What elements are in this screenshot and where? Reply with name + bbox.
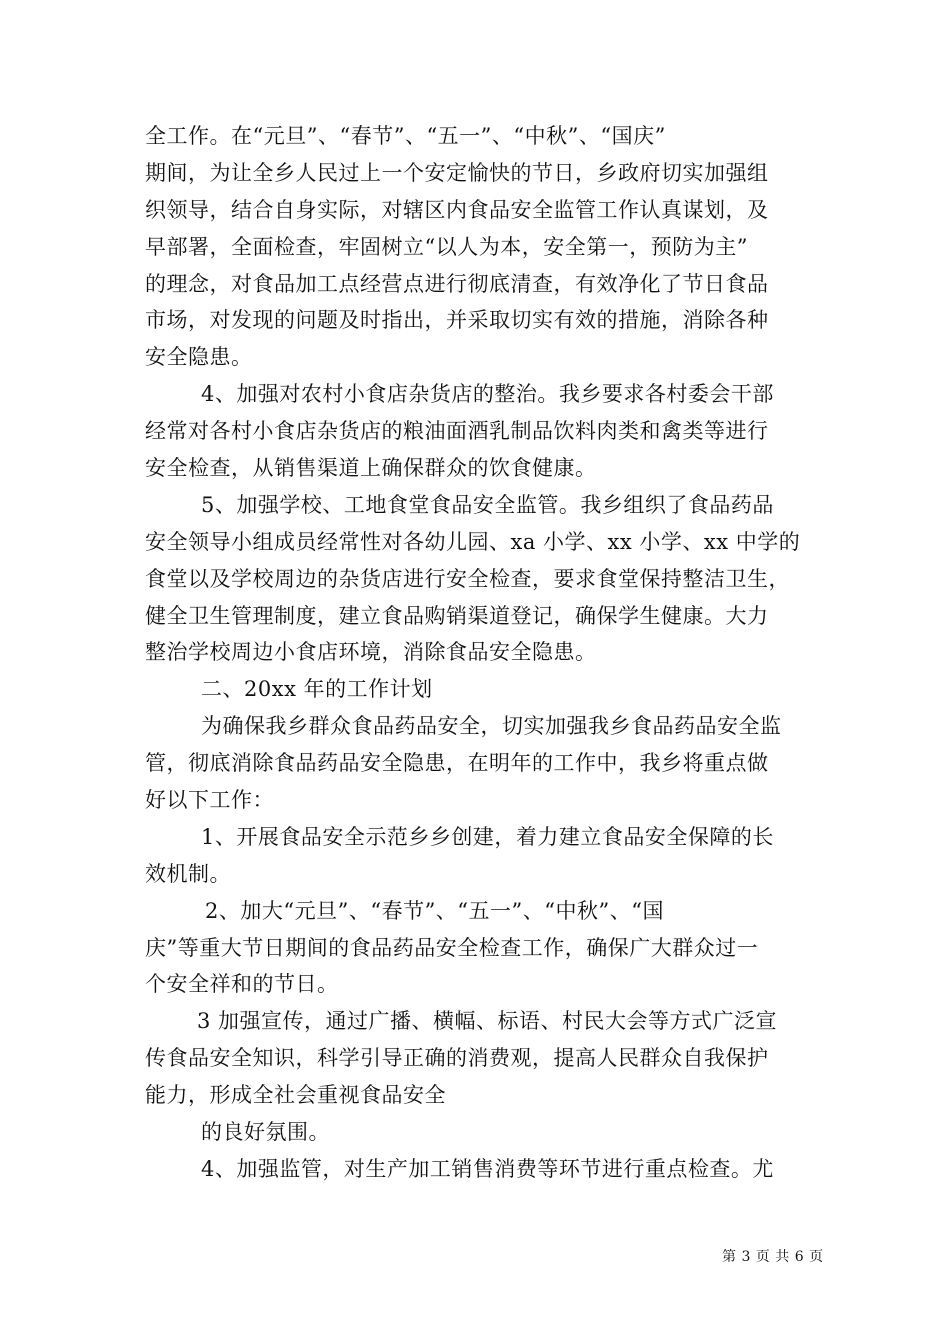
text-line: 好以下工作： [145,788,274,813]
text-line: 传食品安全知识，科学引导正确的消费观，提高人民群众自我保护 [145,1046,769,1071]
text-line: 安全领导小组成员经常性对各幼儿园、xa 小学、xx 小学、xx 中学的 [145,529,801,554]
paragraph-start-line: 3 加强宣传，通过广播、横幅、标语、村民大会等方式广泛宣 [197,1009,778,1034]
paragraph-start-line: 为确保我乡群众食品药品安全，切实加强我乡食品药品安全监 [201,714,782,739]
text-line: 管，彻底消除食品药品安全隐患，在明年的工作中，我乡将重点做 [145,751,769,776]
text-line: 的理念，对食品加工点经营点进行彻底清查，有效净化了节日食品 [145,271,769,296]
text-line: 早部署，全面检查，牢固树立“以人为本，安全第一，预防为主” [145,234,748,259]
section-heading: 二、20xx 年的工作计划 [201,677,433,702]
text-line: 安全检查，从销售渠道上确保群众的饮食健康。 [145,456,597,481]
text-line: 织领导，结合自身实际，对辖区内食品安全监管工作认真谋划，及 [145,197,769,222]
text-line: 全工作。在“元旦”、“春节”、“五一”、“中秋”、“国庆” [145,124,666,148]
paragraph-start-line: 2、加大“元旦”、“春节”、“五一”、“中秋”、“国 [205,898,664,923]
document-body [145,118,815,1188]
text-line: 庆”等重大节日期间的食品药品安全检查工作，确保广大群众过一 [145,935,759,960]
text-line: 安全隐患。 [145,345,253,370]
text-line: 的良好氛围。 [201,1120,330,1145]
text-line: 个安全祥和的节日。 [145,972,339,997]
paragraph-start-line: 4、加强对农村小食店杂货店的整治。我乡要求各村委会干部 [201,382,774,407]
text-line: 经常对各村小食店杂货店的粮油面酒乳制品饮料肉类和禽类等进行 [145,419,769,444]
text-line: 期间，为让全乡人民过上一个安定愉快的节日，乡政府切实加强组 [145,160,769,185]
paragraph-start-line: 4、加强监管，对生产加工销售消费等环节进行重点检查。尤 [201,1156,774,1181]
text-line: 市场，对发现的问题及时指出，并采取切实有效的措施，消除各种 [145,308,769,333]
paragraph-start-line: 1、开展食品安全示范乡乡创建，着力建立食品安全保障的长 [201,824,774,849]
text-line: 整治学校周边小食店环境，消除食品安全隐患。 [145,640,597,665]
text-line: 食堂以及学校周边的杂货店进行安全检查，要求食堂保持整洁卫生， [145,566,790,591]
text-line: 效机制。 [145,861,231,886]
page-number: 第 3 页 共 6 页 [722,1249,824,1265]
text-line: 健全卫生管理制度，建立食品购销渠道登记，确保学生健康。大力 [145,603,769,628]
paragraph-start-line: 5、加强学校、工地食堂食品安全监管。我乡组织了食品药品 [201,492,774,517]
text-line: 能力，形成全社会重视食品安全 [145,1083,446,1108]
